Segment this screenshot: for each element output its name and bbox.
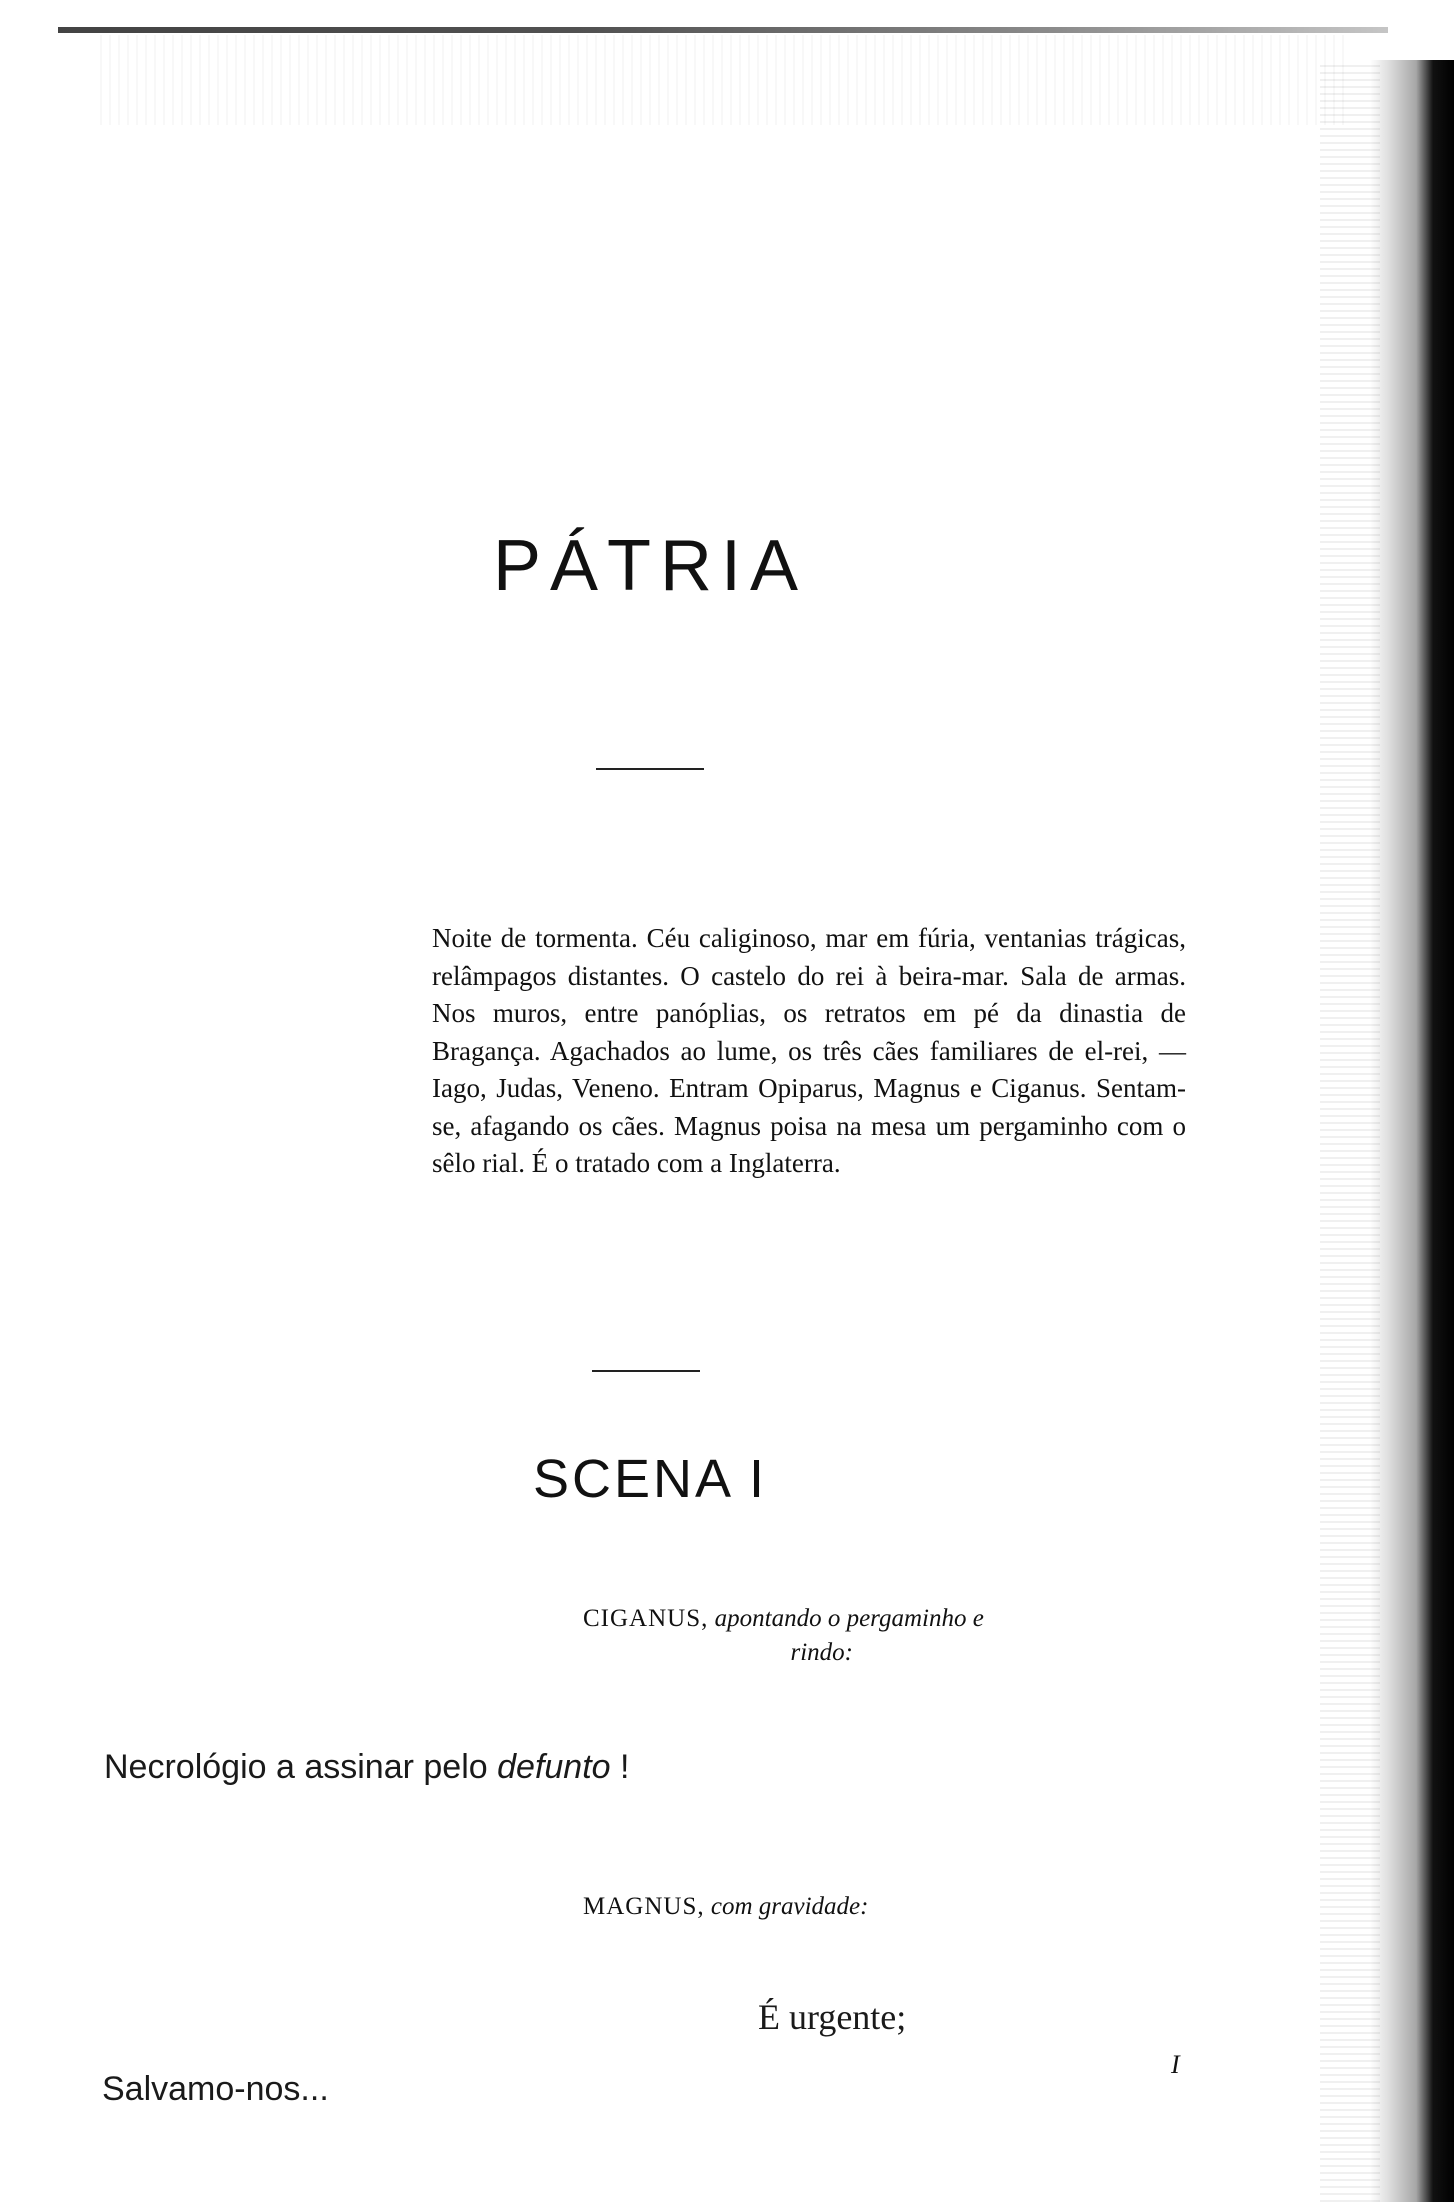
title-divider [596,768,704,770]
speaker-name: CIGANUS, [583,1605,709,1632]
verse-line: É urgente; [758,1997,907,2037]
scan-top-border [58,27,1388,33]
verse-line: Salvamo-nos... [102,2070,329,2108]
speaker-direction: com gravidade: [710,1893,869,1920]
page-gutter-shadow [1370,60,1454,2202]
scene-heading: SCENA I [532,1449,768,1509]
speaker-ciganus [583,1602,1183,1670]
stage-direction: Noite de tormenta. Céu caliginoso, mar em fúria, ventanias trágicas, relâmpagos distantes. O castelo do rei à beira-mar. Sala de armas. Nos muros, entre panóplias, os retratos em pé da dinastia de Bragança. Agachados ao lume, os três cães familiares de el-rei, — Iago, Judas, Veneno. Entram Opiparus, Magnus e Ciganus. Sentam-se, afagando os cães. Magnus poisa na mesa um pergaminho com o sêlo rial. É o tratado com a Inglaterra. [432,923,1186,1178]
verse-emphasis: defunto [497,1748,611,1786]
verse-line [104,1748,629,1787]
speaker-name: MAGNUS, [583,1893,705,1920]
scan-noise [100,35,1350,125]
verse-text: Necrológio a assinar pelo [104,1748,488,1786]
scene-divider [592,1370,700,1372]
verse-punctuation: ! [620,1748,630,1786]
play-title: PÁTRIA [492,526,808,606]
speaker-direction-continued: rindo: [790,1639,853,1666]
margin-mark: I [1171,2050,1180,2079]
speaker-magnus [583,1890,1183,1924]
speaker-direction: apontando o pergaminho e [714,1605,984,1632]
